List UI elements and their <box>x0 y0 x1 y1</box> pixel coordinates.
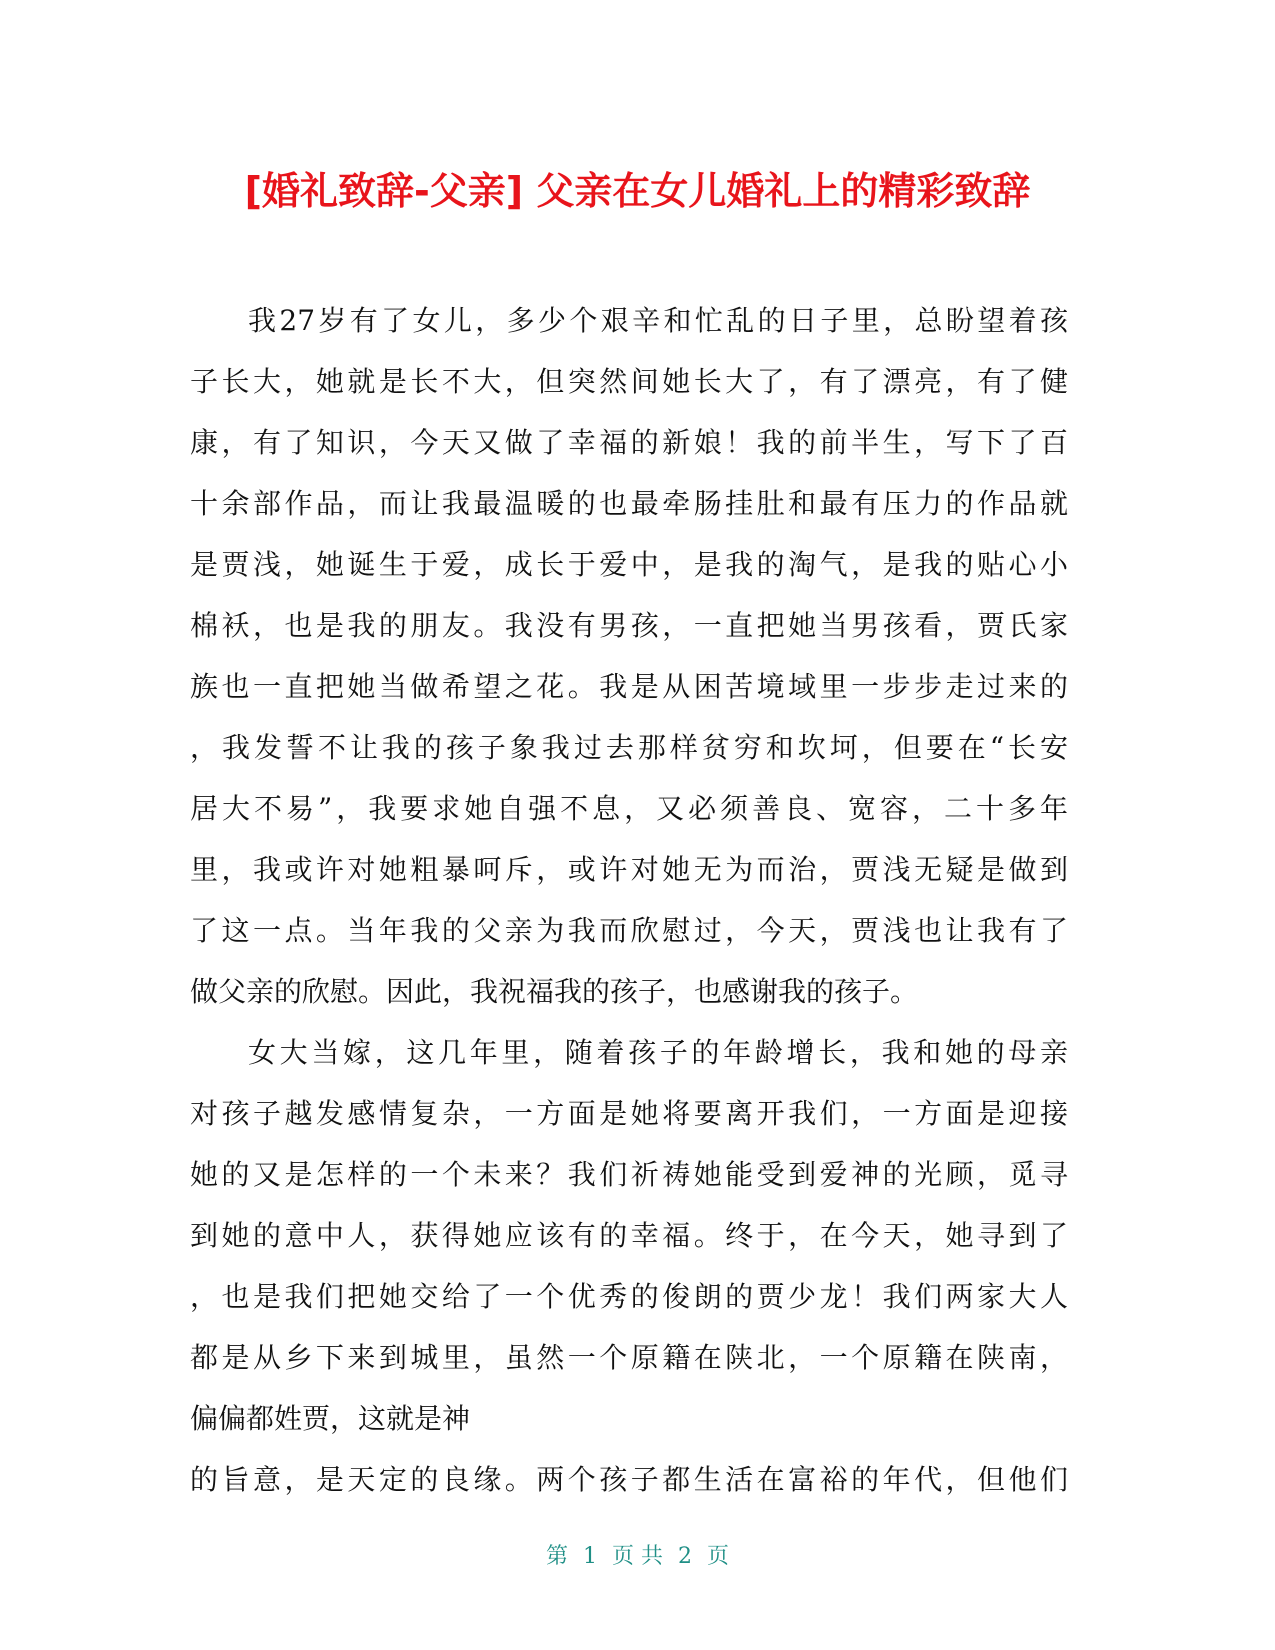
text-line: 到她的意中人，获得她应该有的幸福。终于，在今天，她寻到了 <box>190 1219 1068 1252</box>
page-end: 页 <box>707 1544 730 1569</box>
page-current: 1 <box>583 1544 597 1569</box>
text-line: 十余部作品，而让我最温暖的也最牵肠挂肚和最有压力的作品就 <box>190 487 1068 520</box>
text-line: 是贾浅，她诞生于爱，成长于爱中，是我的淘气，是我的贴心小 <box>190 548 1068 581</box>
paragraph <box>190 290 1068 1022</box>
text-line: 居大不易”，我要求她自强不息，又必须善良、宽容，二十多年 <box>190 792 1068 825</box>
text-line: 做父亲的欣慰。因此，我祝福我的孩子，也感谢我的孩子。 <box>190 975 919 1008</box>
paragraph <box>190 1022 1068 1510</box>
text-line: 了这一点。当年我的父亲为我而欣慰过，今天，贾浅也让我有了 <box>190 914 1068 947</box>
text-line: 子长大，她就是长不大，但突然间她长大了，有了漂亮，有了健 <box>190 365 1068 398</box>
text-line: 女大当嫁，这几年里，随着孩子的年龄增长，我和她的母亲 <box>248 1036 1068 1069</box>
text-line: 她的又是怎样的一个未来？我们祈祷她能受到爱神的光顾，觅寻 <box>190 1158 1068 1191</box>
text-line: 族也一直把她当做希望之花。我是从困苦境域里一步步走过来的 <box>190 670 1068 703</box>
text-line: 我27岁有了女儿，多少个艰辛和忙乱的日子里，总盼望着孩 <box>248 304 1068 337</box>
text-line: ，也是我们把她交给了一个优秀的俊朗的贾少龙！我们两家大人 <box>190 1280 1068 1313</box>
page-mid: 页 共 <box>612 1544 663 1569</box>
text-line: 对孩子越发感情复杂，一方面是她将要离开我们，一方面是迎接 <box>190 1097 1068 1130</box>
text-line: 都是从乡下来到城里，虽然一个原籍在陕北，一个原籍在陕南， <box>190 1341 1068 1374</box>
text-line: ，我发誓不让我的孩子象我过去那样贫穷和坎坷，但要在“长安 <box>190 731 1068 764</box>
text-line: 康，有了知识，今天又做了幸福的新娘！我的前半生，写下了百 <box>190 426 1068 459</box>
page-total: 2 <box>678 1544 692 1569</box>
text-line: 偏偏都姓贾，这就是神 <box>190 1402 471 1435</box>
document-body <box>190 290 1068 1510</box>
document-title: [婚礼致辞-父亲] 父亲在女儿婚礼上的精彩致辞 <box>244 169 1031 213</box>
page-word: 第 <box>545 1544 568 1569</box>
text-line: 棉袄，也是我的朋友。我没有男孩，一直把她当男孩看，贾氏家 <box>190 609 1068 642</box>
text-line: 的旨意，是天定的良缘。两个孩子都生活在富裕的年代，但他们 <box>190 1463 1068 1496</box>
text-line: 里，我或许对她粗暴呵斥，或许对她无为而治，贾浅无疑是做到 <box>190 853 1068 886</box>
page-number <box>0 1542 1275 1572</box>
